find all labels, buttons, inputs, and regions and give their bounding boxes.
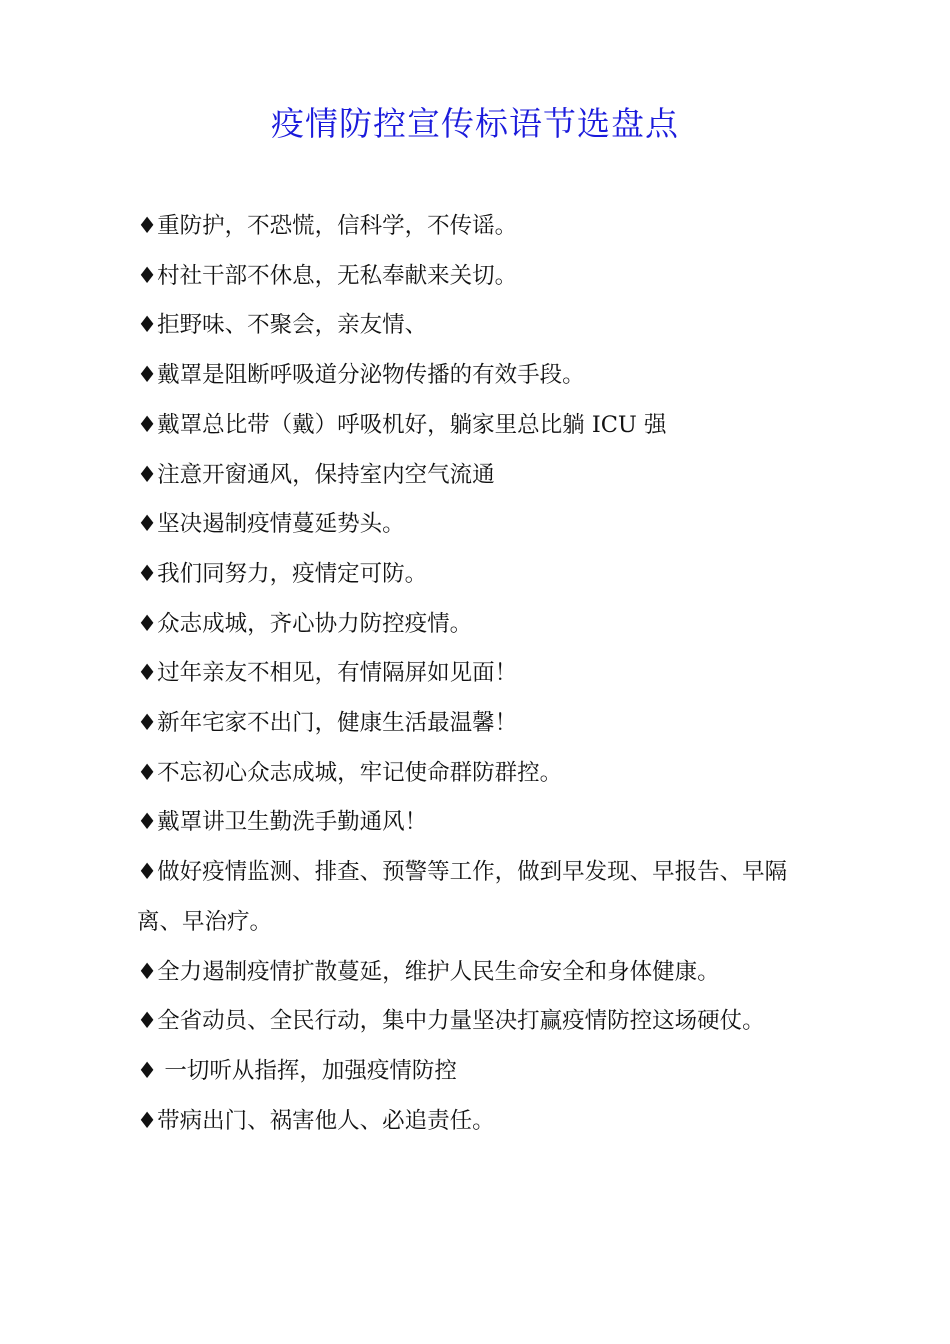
bullet-icon: ♦ bbox=[137, 1057, 158, 1084]
slogan-item bbox=[137, 451, 817, 501]
slogan-text: 戴罩总比带（戴）呼吸机好，躺家里总比躺 ICU 强 bbox=[157, 411, 667, 438]
slogan-text: 村社干部不休息，无私奉献来关切。 bbox=[157, 262, 518, 289]
slogan-item bbox=[137, 500, 817, 550]
slogan-text: 带病出门、祸害他人、必追责任。 bbox=[157, 1107, 495, 1134]
slogan-item bbox=[137, 351, 817, 401]
slogan-text: 重防护，不恐慌，信科学，不传谣。 bbox=[157, 213, 518, 239]
slogan-item bbox=[137, 252, 817, 302]
slogan-text: 我们同努力，疫情定可防。 bbox=[157, 560, 428, 587]
slogan-item bbox=[137, 1047, 817, 1097]
bullet-icon: ♦ bbox=[137, 511, 158, 538]
slogan-item bbox=[137, 600, 817, 650]
bullet-icon: ♦ bbox=[137, 1008, 158, 1035]
bullet-icon: ♦ bbox=[137, 262, 158, 289]
bullet-icon: ♦ bbox=[137, 809, 158, 836]
slogan-list bbox=[137, 202, 817, 1146]
slogan-text: 不忘初心众志成城，牢记使命群防群控。 bbox=[157, 759, 563, 786]
bullet-icon: ♦ bbox=[137, 610, 158, 637]
slogan-text: 众志成城，齐心协力防控疫情。 bbox=[157, 610, 473, 637]
slogan-text: 做好疫情监测、排查、预警等工作，做到早发现、早报告、早隔离、早治疗。 bbox=[137, 859, 788, 935]
bullet-icon: ♦ bbox=[137, 710, 158, 737]
slogan-item bbox=[137, 948, 817, 998]
bullet-icon: ♦ bbox=[137, 859, 158, 886]
slogan-item bbox=[137, 550, 817, 600]
bullet-icon: ♦ bbox=[137, 759, 158, 786]
bullet-icon: ♦ bbox=[137, 1107, 158, 1134]
bullet-icon: ♦ bbox=[137, 560, 158, 587]
bullet-icon: ♦ bbox=[137, 660, 158, 687]
slogan-item bbox=[137, 848, 817, 947]
slogan-item bbox=[137, 997, 817, 1047]
slogan-text: 一切听从指挥，加强疫情防控 bbox=[157, 1057, 457, 1084]
document-title: 疫情防控宣传标语节选盘点 bbox=[271, 104, 679, 143]
slogan-text: 坚决遏制疫情蔓延势头。 bbox=[157, 511, 405, 538]
slogan-item bbox=[137, 1097, 817, 1147]
slogan-item bbox=[137, 749, 817, 799]
slogan-text: 新年宅家不出门，健康生活最温馨！ bbox=[157, 710, 518, 737]
slogan-text: 戴罩是阻断呼吸道分泌物传播的有效手段。 bbox=[157, 362, 585, 389]
slogan-text: 拒野味、不聚会，亲友情、 bbox=[157, 312, 428, 339]
bullet-icon: ♦ bbox=[137, 461, 158, 488]
slogan-item bbox=[137, 202, 817, 252]
slogan-item bbox=[137, 649, 817, 699]
slogan-text: 全力遏制疫情扩散蔓延，维护人民生命安全和身体健康。 bbox=[157, 958, 720, 985]
bullet-icon: ♦ bbox=[137, 362, 158, 389]
slogan-text: 全省动员、全民行动，集中力量坚决打赢疫情防控这场硬仗。 bbox=[157, 1008, 765, 1035]
bullet-icon: ♦ bbox=[137, 411, 158, 438]
slogan-item bbox=[137, 301, 817, 351]
bullet-icon: ♦ bbox=[137, 213, 158, 239]
slogan-item bbox=[137, 699, 817, 749]
bullet-icon: ♦ bbox=[137, 312, 158, 339]
slogan-text: 戴罩讲卫生勤洗手勤通风！ bbox=[157, 809, 428, 836]
slogan-item bbox=[137, 401, 817, 451]
slogan-item bbox=[137, 798, 817, 848]
bullet-icon: ♦ bbox=[137, 958, 158, 985]
slogan-text: 注意开窗通风，保持室内空气流通 bbox=[157, 461, 495, 488]
slogan-text: 过年亲友不相见，有情隔屏如见面！ bbox=[157, 660, 518, 687]
